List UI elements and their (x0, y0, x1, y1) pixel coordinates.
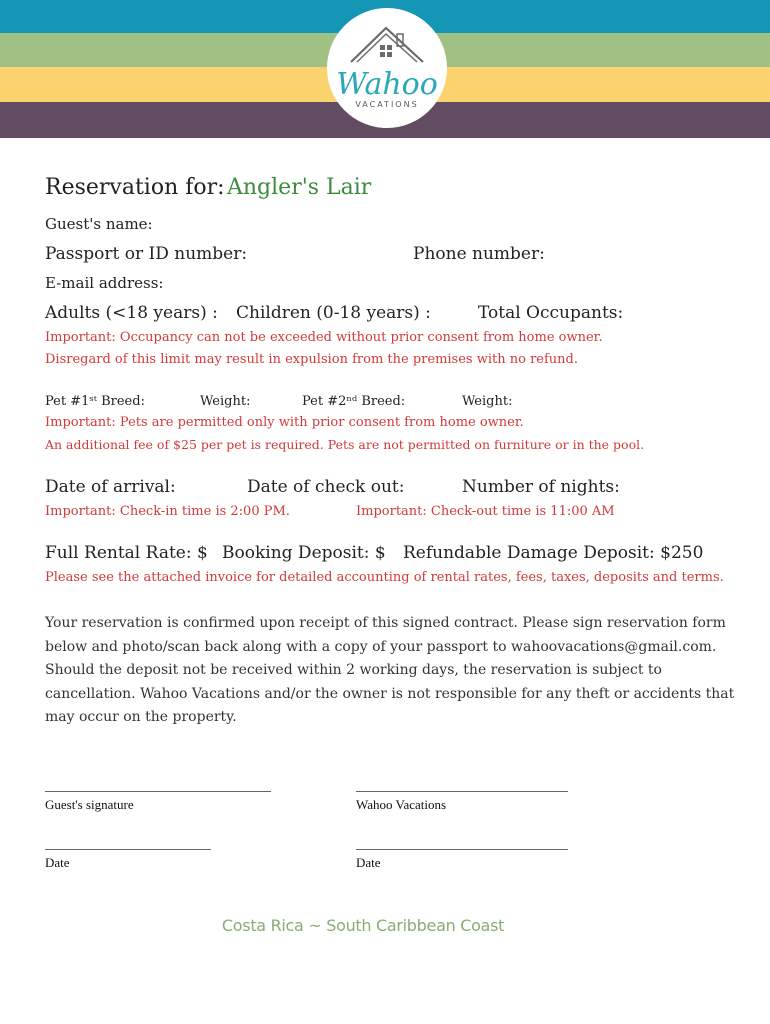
footer-location: Costa Rica ~ South Caribbean Coast (221, 916, 505, 935)
total-occupants-field: Total Occupants: (478, 303, 624, 323)
property-name: Angler's Lair (227, 175, 372, 200)
company-signature-label: Wahoo Vacations (356, 797, 447, 812)
wahoo-logo (327, 8, 447, 128)
occupancy-notice-1: Important: Occupancy can not be exceeded without prior consent from home owner. (45, 330, 603, 345)
guest-signature-line[interactable] (45, 791, 271, 792)
checkout-date-field: Date of check out: (247, 477, 405, 497)
guest-date-label: Date (45, 855, 70, 870)
checkin-time-note: Important: Check-in time is 2:00 PM. (45, 504, 290, 519)
logo-tagline: VACATIONS (355, 100, 419, 109)
damage-deposit-field: Refundable Damage Deposit: $250 (403, 543, 704, 563)
invoice-note: Please see the attached invoice for detailed accounting of rental rates, fees, taxes, deposits and terms. (45, 570, 724, 585)
guest-signature-label: Guest's signature (45, 797, 134, 812)
house-roof-icon (327, 8, 447, 128)
adults-field: Adults (<18 years) : (45, 303, 218, 323)
pet1-weight-field: Weight: (200, 394, 251, 409)
booking-deposit-field: Booking Deposit: $ (222, 543, 386, 563)
company-date-line[interactable] (356, 849, 568, 850)
guest-name-field: Guest's name: (45, 215, 153, 233)
passport-field: Passport or ID number: (45, 244, 248, 264)
contract-paragraph: Your reservation is confirmed upon receipt of this signed contract. Please sign reservation form below and photo/scan back along with a copy of your passport to wahoovacations@gmail.com. Should the deposit not be received within 2 working days, the reservation is subject to cancellation. Wahoo Vacations and/or the owner is not responsible for any theft or accidents that may occur on the property. (45, 615, 735, 725)
arrival-date-field: Date of arrival: (45, 477, 176, 497)
pet-notice-1: Important: Pets are permitted only with prior consent from home owner. (45, 415, 524, 430)
full-rate-field: Full Rental Rate: $ (45, 543, 208, 563)
children-field: Children (0-18 years) : (236, 303, 431, 323)
checkout-time-note: Important: Check-out time is 11:00 AM (356, 504, 615, 519)
company-date-label: Date (356, 855, 381, 870)
pet2-breed-field: Pet #2ⁿᵈ Breed: (302, 394, 406, 409)
reservation-label: Reservation for: (45, 175, 225, 200)
company-signature-line[interactable] (356, 791, 568, 792)
logo-script: Wahoo (336, 67, 438, 102)
guest-date-line[interactable] (45, 849, 211, 850)
pet2-weight-field: Weight: (462, 394, 513, 409)
nights-field: Number of nights: (462, 477, 620, 497)
phone-field: Phone number: (413, 244, 545, 264)
occupancy-notice-2: Disregard of this limit may result in expulsion from the premises with no refund. (45, 352, 578, 367)
email-field: E-mail address: (45, 274, 164, 292)
pet-notice-2: An additional fee of $25 per pet is required. Pets are not permitted on furniture or in the pool. (45, 437, 645, 452)
pet1-breed-field: Pet #1ˢᵗ Breed: (45, 394, 145, 409)
